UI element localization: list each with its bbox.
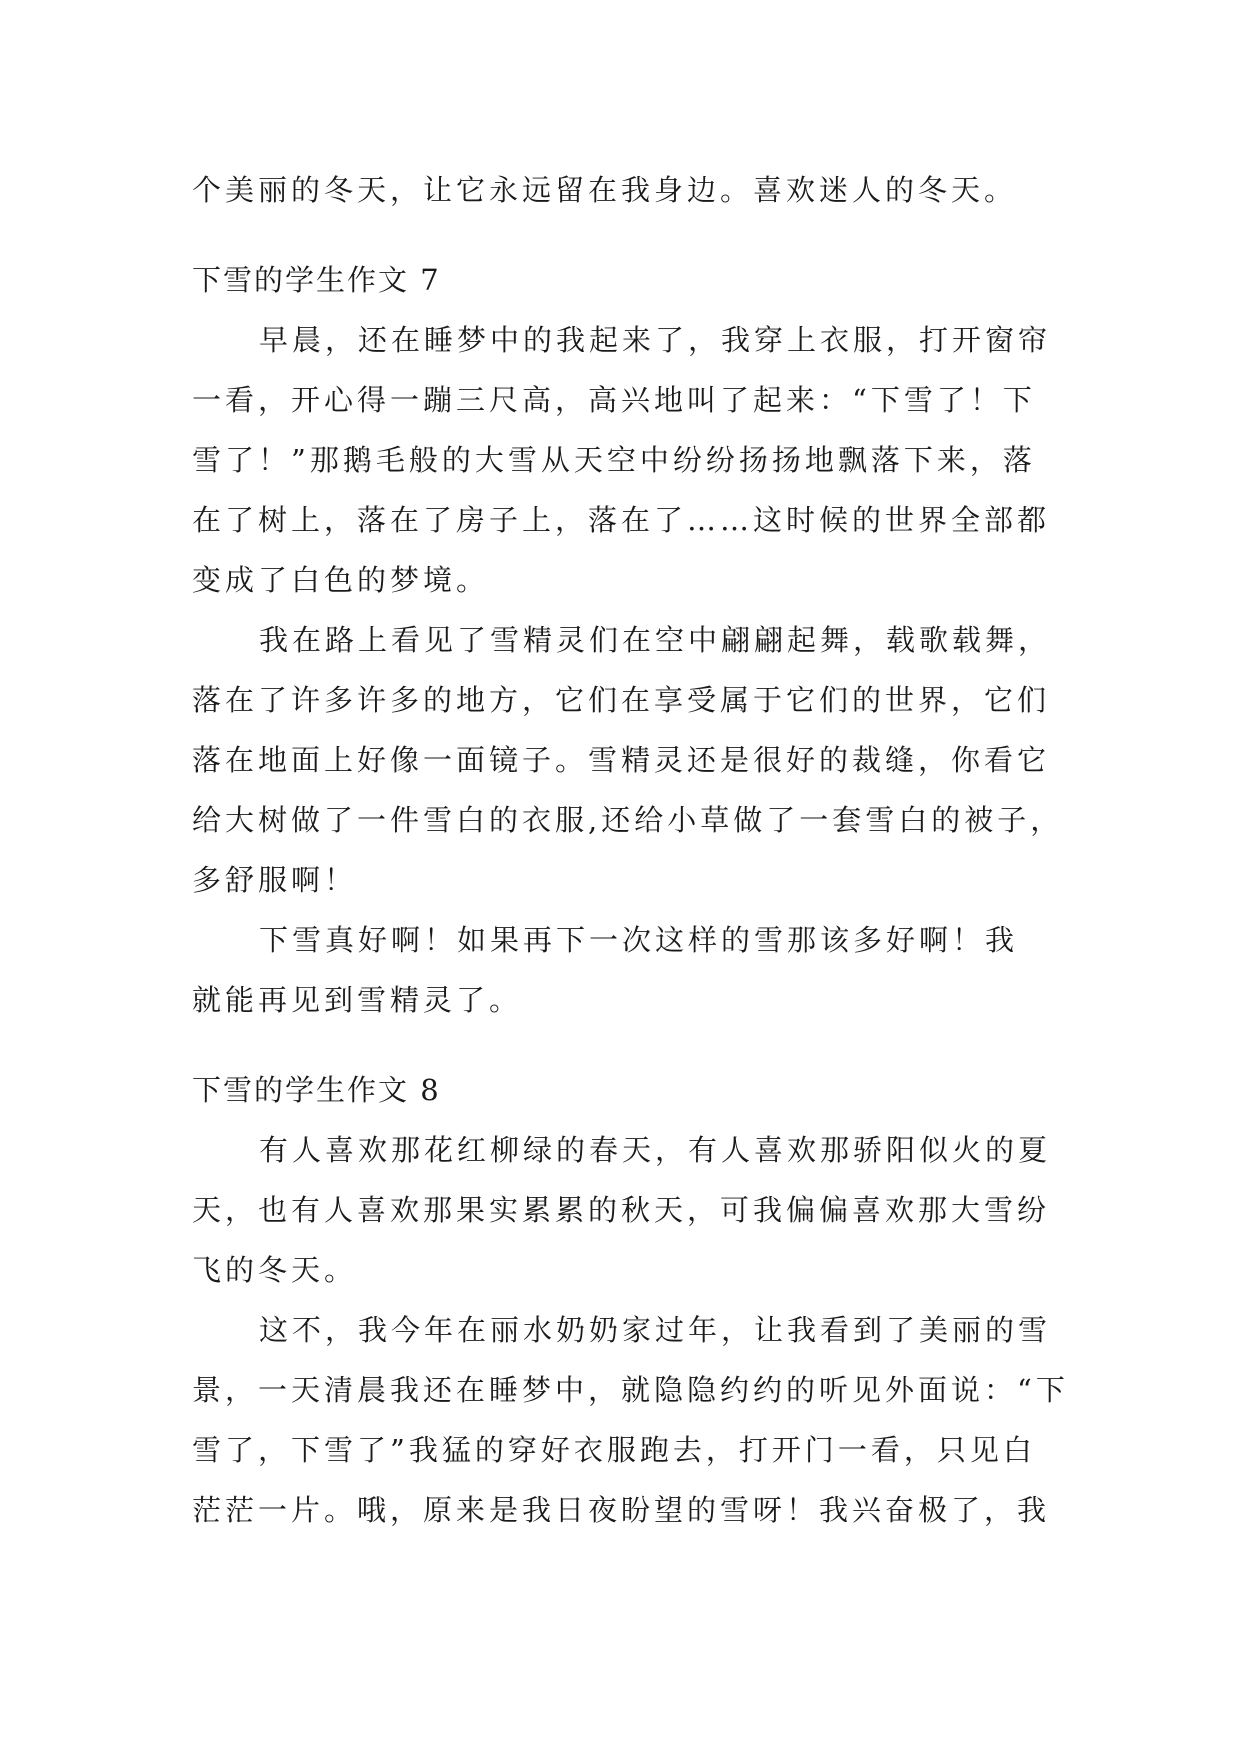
paragraph (192, 1120, 1052, 1300)
text-line: 景，一天清晨我还在睡梦中，就隐隐约约的听见外面说：“下 (192, 1373, 1069, 1407)
text-line: 个美丽的冬天，让它永远留在我身边。喜欢迷人的冬天。 (192, 173, 1018, 207)
text-line: 给大树做了一件雪白的衣服,还给小草做了一套雪白的被子， (192, 803, 1064, 837)
text-line: 雪了！”那鹅毛般的大雪从天空中纷纷扬扬地飘落下来，落 (192, 443, 1036, 477)
section-spacer (192, 1030, 1052, 1060)
text-line: 落在地面上好像一面镜子。雪精灵还是很好的裁缝，你看它 (192, 743, 1051, 777)
section-spacer (192, 220, 1052, 250)
text-line: 多舒服啊！ (192, 863, 358, 897)
text-line: 飞的冬天。 (192, 1253, 358, 1287)
paragraph (192, 610, 1064, 910)
text-line: 这不，我今年在丽水奶奶家过年，让我看到了美丽的雪 (259, 1313, 1052, 1347)
text-line: 就能再见到雪精灵了。 (192, 983, 523, 1017)
paragraph (192, 310, 1052, 610)
text-line: 一看，开心得一蹦三尺高，高兴地叫了起来：“下雪了！下 (192, 383, 1036, 417)
text-line: 早晨，还在睡梦中的我起来了，我穿上衣服，打开窗帘 (259, 323, 1052, 357)
paragraph (192, 1300, 1069, 1540)
text-line: 落在了许多许多的地方，它们在享受属于它们的世界，它们 (192, 683, 1051, 717)
text-line: 天，也有人喜欢那果实累累的秋天，可我偏偏喜欢那大雪纷 (192, 1193, 1051, 1227)
document-page (192, 160, 1069, 1540)
text-line: 变成了白色的梦境。 (192, 563, 490, 597)
section-title: 下雪的学生作文 8 (192, 1073, 441, 1107)
paragraph (192, 160, 1052, 220)
text-line: 我在路上看见了雪精灵们在空中翩翩起舞，载歌载舞， (259, 623, 1052, 657)
text-line: 雪了，下雪了”我猛的穿好衣服跑去，打开门一看，只见白 (192, 1433, 1036, 1467)
text-line: 有人喜欢那花红柳绿的春天，有人喜欢那骄阳似火的夏 (259, 1133, 1052, 1167)
section-title: 下雪的学生作文 7 (192, 263, 441, 297)
text-line: 下雪真好啊！如果再下一次这样的雪那该多好啊！我 (259, 923, 1019, 957)
paragraph (192, 910, 1052, 1030)
text-line: 在了树上，落在了房子上，落在了……这时候的世界全部都 (192, 503, 1051, 537)
text-line: 茫茫一片。哦，原来是我日夜盼望的雪呀！我兴奋极了，我 (192, 1493, 1051, 1527)
